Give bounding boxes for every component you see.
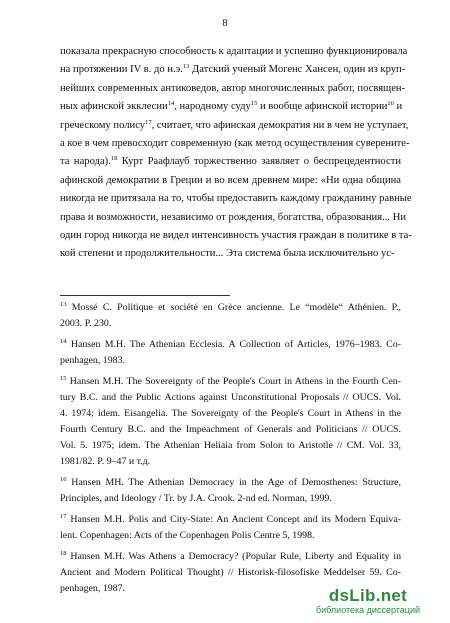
body-line: [60, 80, 406, 98]
body-text-run: , считает, что афинская демократия ни в чем не уступает,: [151, 119, 409, 131]
footnote-text: Principles, and Ideology / Tr. by J.A. Crook. 2-nd ed. Norman, 1999.: [60, 493, 332, 505]
body-text-run: греческому полису: [60, 119, 146, 131]
footnote-line: [60, 454, 401, 470]
footnote-line: [60, 300, 401, 316]
watermark-logo: dsLib.net: [328, 586, 408, 605]
footnote-line: [60, 353, 401, 369]
body-line: [60, 153, 401, 171]
body-line: [60, 245, 401, 263]
footnote-number: 18: [60, 549, 67, 557]
page-number: 8: [222, 18, 228, 29]
footnote-text: Hansen M.H. The Athenian Ecclesia. A Collection of Articles, 1976–1983. Co-: [70, 338, 401, 350]
footnote-number: 17: [60, 512, 67, 520]
footnote-ref[interactable]: 14: [167, 100, 175, 108]
body-text-run: никогда не притязала на то, чтобы предоставить каждому гражданину равные: [60, 193, 412, 205]
footnote-text: penhagen, 1987.: [60, 582, 125, 594]
body-text-run: на протяжении IV в. до н.э.: [60, 64, 183, 76]
footnote-line: [60, 374, 401, 390]
footnote: [60, 300, 401, 332]
footnote-text: Ancient and Modern Political Thought) // Historisk-filosofiske Meddelser 59. Co-: [60, 566, 401, 578]
footnote-text: Hansen M.H. Was Athens a Democracy? (Popular Rule, Liberty and Equality in: [70, 550, 402, 562]
footnote-ref[interactable]: 15: [250, 100, 258, 108]
body-text-run: , народному суду: [174, 101, 251, 113]
body-line: [60, 190, 412, 208]
footnote-number: 14: [60, 337, 67, 345]
body-text-run: ных афинской экклесии: [60, 101, 168, 113]
body-text-run: афинской демократии в Греции и во всем древнем мире: «Ни одна община: [60, 174, 401, 186]
body-line: [60, 43, 408, 61]
footnote-line: [60, 438, 401, 454]
footnotes: [60, 300, 401, 602]
body-text-run: кой степени и продолжительности... Эта система была исключительно ус-: [60, 248, 395, 260]
footnote: [60, 337, 401, 369]
footnote-line: [60, 390, 401, 406]
footnote-ref[interactable]: 16: [387, 100, 394, 108]
body-text-run: Датский ученый Могенс Хансен, один из круп-: [189, 64, 406, 76]
body-line: [60, 61, 406, 79]
watermark: [308, 586, 428, 615]
footnote-text: Fourth Century B.C. and the Impeachment of Generals and Politicians // OUCS.: [60, 424, 401, 436]
footnote-text: 2003. P. 230.: [60, 318, 112, 330]
footnote-line: [60, 549, 401, 565]
body-line: [60, 227, 412, 245]
footnote: [60, 374, 401, 471]
footnote-line: [60, 337, 401, 353]
body-text-run: показала прекрасную способность к адаптации и успешно функционировала: [60, 46, 408, 57]
footnote-text: Hansen M.H. Polis and City-State: An Ancient Concept and its Modern Equiva-: [70, 513, 402, 525]
body-text-run: а кое в чем превосходит современную (как метод осуществления суверените-: [60, 137, 410, 149]
footnote-text: penhagen, 1983.: [60, 354, 125, 366]
footnote-text: tury B.C. and the Public Actions against Unconstitutional Proposals // OUCS. Vol.: [60, 391, 401, 403]
footnote-line: [60, 528, 401, 544]
footnote-number: 16: [60, 476, 67, 484]
footnote-text: Vol. 5. 1975; idem. The Athenian Heliaia from Solon to Aristotle // CM. Vol. 33,: [60, 440, 401, 452]
body-line: [60, 98, 401, 116]
body-text-run: один город никогда не видел интенсивность участия граждан в политике в та-: [60, 229, 412, 241]
footnote-line: [60, 475, 401, 491]
footnote-text: 4. 1974; idem. Eisangelia. The Sovereignty of the People's Court in Athens in the: [60, 407, 401, 419]
footnote-number: 15: [60, 374, 67, 382]
body-line: [60, 135, 410, 153]
footnote-ref[interactable]: 17: [145, 118, 152, 126]
footnote-text: Hansen MH. The Athenian Democracy in the Age of Demosthenes: Structure,: [71, 477, 401, 489]
body-text-run: и: [393, 101, 403, 113]
footnote-ref[interactable]: 13: [182, 63, 190, 71]
footnote-text: Hansen M.H. The Sovereignty of the People's Court in Athens in the Fourth Cen-: [69, 375, 402, 387]
footnote-number: 13: [60, 301, 67, 308]
footnote-line: [60, 406, 401, 422]
footnote: [60, 512, 401, 544]
footnote-text: Mossé C. Politique et société en Grèce ancienne. Le “modèle“ Athénien. P.,: [71, 302, 401, 313]
body-line: [60, 117, 409, 135]
footnote-line: [60, 316, 401, 332]
footnote-separator: [60, 295, 230, 296]
footnote-line: [60, 512, 401, 528]
footnote-line: [60, 491, 401, 507]
watermark-subtitle: библиотека диссертаций: [315, 605, 420, 615]
footnote: [60, 475, 401, 507]
body-text-run: Курт Раафлауб торжественно заявляет о беспрецедентности: [117, 156, 401, 168]
body-text: [60, 43, 412, 264]
body-line: [60, 172, 401, 190]
footnote-ref[interactable]: 18: [110, 155, 118, 163]
body-text-run: и вообще афинской истории: [257, 101, 388, 113]
body-text-run: права и возможности, независимо от рождения, богатства, образования... Ни: [60, 211, 407, 223]
body-line: [60, 209, 407, 227]
body-text-run: та народа).: [60, 156, 111, 168]
footnote-line: [60, 422, 401, 438]
body-text-run: нейших современных антиковедов, автор многочисленных работ, посвящен-: [60, 82, 406, 94]
footnote-line: [60, 565, 401, 581]
footnote-text: 1981/82. P. 9–47 и т.д.: [60, 456, 151, 468]
footnote-text: lent. Copenhagen: Acts of the Copenhagen Polis Centre 5, 1998.: [60, 530, 315, 541]
